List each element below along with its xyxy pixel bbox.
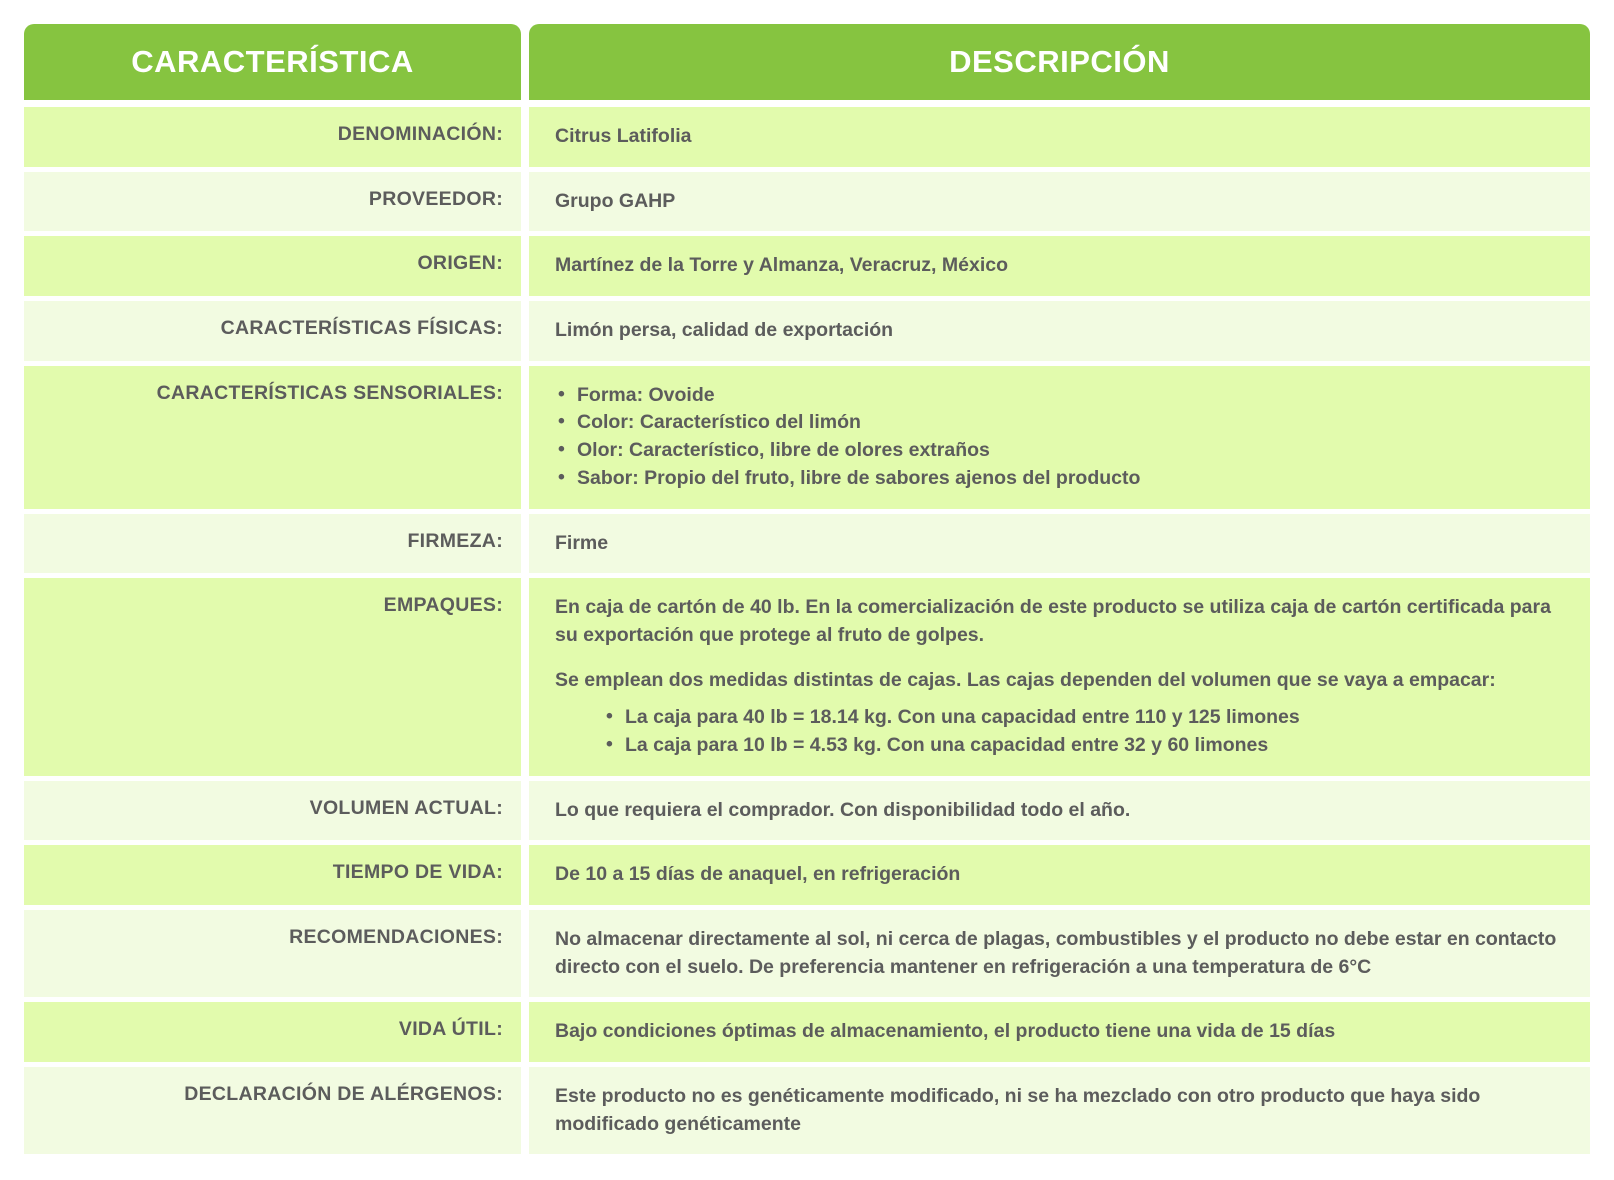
table-header-row <box>24 24 1590 100</box>
row-value-vida-util: Bajo condiciones óptimas de almacenamiento, el producto tiene una vida de 15 días <box>529 1002 1590 1062</box>
list-item: • Sabor: Propio del fruto, libre de sabores ajenos del producto <box>555 465 1568 493</box>
column-header-description: DESCRIPCIÓN <box>529 24 1590 100</box>
row-value-denominacion: Citrus Latifolia <box>529 107 1590 167</box>
empaques-paragraph-1: En caja de cartón de 40 lb. En la comercialización de este producto se utiliza caja de cartón certificada para su exportación que protege al fruto de golpes. <box>555 596 1551 646</box>
row-value-origen: Martínez de la Torre y Almanza, Veracruz, México <box>529 236 1590 296</box>
row-label-vida-util: VIDA ÚTIL: <box>24 1002 521 1062</box>
column-header-characteristic: CARACTERÍSTICA <box>24 24 521 100</box>
row-label-tiempo-de-vida: TIEMPO DE VIDA: <box>24 845 521 905</box>
row-value-tiempo-de-vida: De 10 a 15 días de anaquel, en refrigeración <box>529 845 1590 905</box>
list-item: • Olor: Característico, libre de olores extraños <box>555 437 1568 465</box>
table-row-caracteristicas-sensoriales <box>24 366 1590 509</box>
row-value-empaques <box>529 578 1590 775</box>
row-value-declaracion-alergenos: Este producto no es genéticamente modificado, ni se ha mezclado con otro producto que haya sido modificado genéticamente <box>529 1067 1590 1154</box>
table-row-declaracion-alergenos <box>24 1067 1590 1154</box>
row-value-caracteristicas-sensoriales <box>529 366 1590 509</box>
table-row-volumen-actual <box>24 781 1590 841</box>
row-label-proveedor: PROVEEDOR: <box>24 172 521 232</box>
row-label-denominacion: DENOMINACIÓN: <box>24 107 521 167</box>
table-row-firmeza <box>24 514 1590 574</box>
row-value-proveedor: Grupo GAHP <box>529 172 1590 232</box>
row-label-declaracion-alergenos: DECLARACIÓN DE ALÉRGENOS: <box>24 1067 521 1154</box>
list-item: • La caja para 40 lb = 18.14 kg. Con una capacidad entre 110 y 125 limones <box>603 704 1568 732</box>
list-item: • Color: Característico del limón <box>555 409 1568 437</box>
row-label-volumen-actual: VOLUMEN ACTUAL: <box>24 781 521 841</box>
sensory-list <box>555 382 1568 493</box>
table-row-vida-util <box>24 1002 1590 1062</box>
table-row-proveedor <box>24 172 1590 232</box>
row-value-recomendaciones: No almacenar directamente al sol, ni cerca de plagas, combustibles y el producto no debe estar en contacto directo con el suelo. De preferencia mantener en refrigeración a una temperatura de 6°C <box>529 910 1590 997</box>
table-row-denominacion <box>24 107 1590 167</box>
row-label-caracteristicas-fisicas: CARACTERÍSTICAS FÍSICAS: <box>24 301 521 361</box>
table-row-tiempo-de-vida <box>24 845 1590 905</box>
row-label-caracteristicas-sensoriales: CARACTERÍSTICAS SENSORIALES: <box>24 366 521 509</box>
row-value-caracteristicas-fisicas: Limón persa, calidad de exportación <box>529 301 1590 361</box>
empaques-paragraph-2: Se emplean dos medidas distintas de cajas. Las cajas dependen del volumen que se vaya a empacar: <box>555 668 1496 691</box>
row-value-volumen-actual: Lo que requiera el comprador. Con disponibilidad todo el año. <box>529 781 1590 841</box>
table-row-recomendaciones <box>24 910 1590 997</box>
table-row-caracteristicas-fisicas <box>24 301 1590 361</box>
box-size-list <box>555 704 1568 759</box>
list-item: • La caja para 10 lb = 4.53 kg. Con una capacidad entre 32 y 60 limones <box>603 732 1568 760</box>
table-row-empaques <box>24 578 1590 775</box>
row-value-firmeza: Firme <box>529 514 1590 574</box>
table-row-origen <box>24 236 1590 296</box>
row-label-empaques: EMPAQUES: <box>24 578 521 775</box>
row-label-origen: ORIGEN: <box>24 236 521 296</box>
row-label-recomendaciones: RECOMENDACIONES: <box>24 910 521 997</box>
list-item: • Forma: Ovoide <box>555 382 1568 410</box>
row-label-firmeza: FIRMEZA: <box>24 514 521 574</box>
